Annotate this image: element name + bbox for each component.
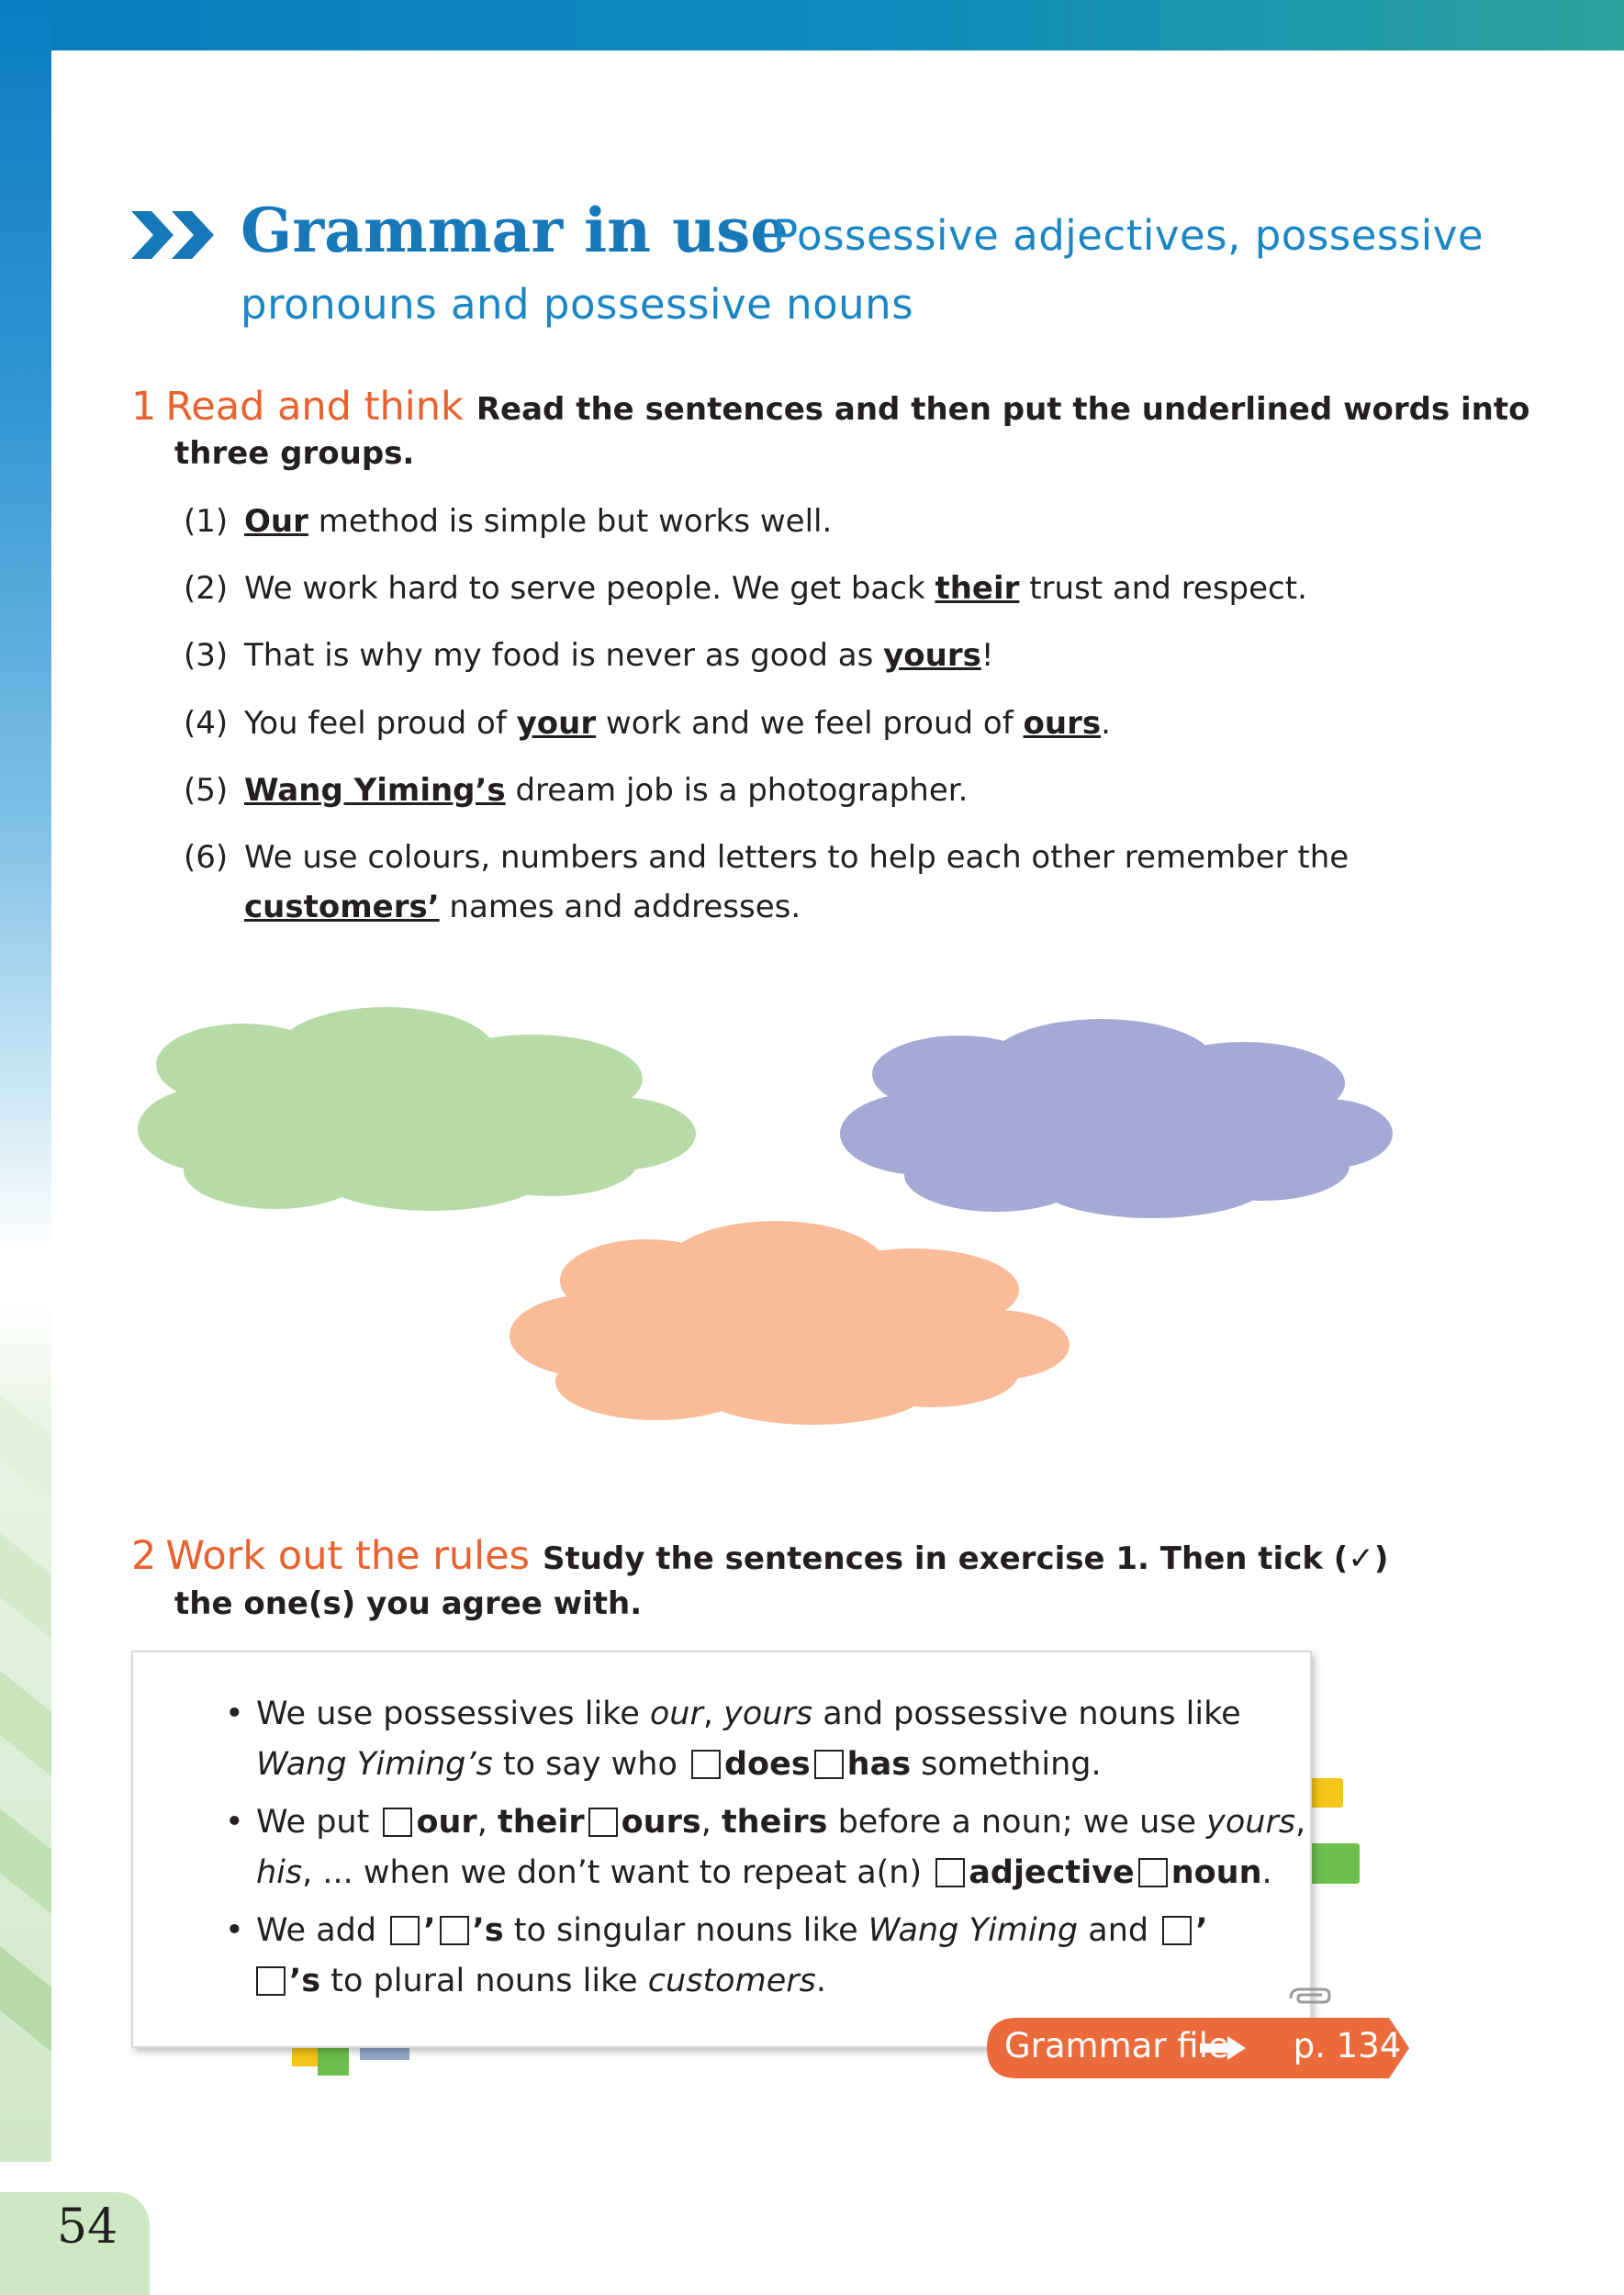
tick-box[interactable] bbox=[440, 1916, 469, 1945]
tick-box[interactable] bbox=[390, 1916, 420, 1945]
underlined-word: ours bbox=[1023, 705, 1102, 742]
rule-3: • We add ’ ’s to singular nouns like Wang Yiming and ’ bbox=[225, 1912, 1208, 1949]
rule-2-cont: his, ... when we don’t want to repeat a(n) adjective noun. bbox=[256, 1854, 1272, 1891]
exercise1-instruction: Read the sentences and then put the underlined words into bbox=[476, 391, 1530, 428]
tick-box[interactable] bbox=[935, 1858, 965, 1887]
underlined-word: Wang Yiming’s bbox=[244, 772, 506, 809]
top-color-bar bbox=[0, 0, 1624, 50]
sentence-5: (5) Wang Yiming’s dream job is a photographer. bbox=[184, 772, 969, 809]
exercise1-title: Read and think bbox=[165, 384, 464, 430]
underlined-word: their bbox=[935, 570, 1020, 607]
sentence-4: (4) You feel proud of your work and we feel proud of ours. bbox=[184, 705, 1111, 742]
exercise2-instruction-cont: the one(s) you agree with. bbox=[174, 1585, 643, 1622]
sentence-2: (2) We work hard to serve people. We get back their trust and respect. bbox=[184, 570, 1307, 607]
purple-cloud-answer-area[interactable] bbox=[840, 1014, 1395, 1221]
section-title: Grammar in use bbox=[241, 195, 790, 266]
tick-box[interactable] bbox=[691, 1750, 721, 1779]
tick-box[interactable] bbox=[256, 1966, 286, 1996]
green-tab-decoration bbox=[1308, 1843, 1360, 1884]
rule-1: • We use possessives like our, yours and possessive nouns like bbox=[225, 1696, 1241, 1732]
rule-3-cont: ’s to plural nouns like customers. bbox=[256, 1963, 826, 1999]
section-subtitle-line2: pronouns and possessive nouns bbox=[241, 280, 914, 329]
underlined-word: your bbox=[516, 705, 597, 742]
yellow-tab-decoration bbox=[1308, 1778, 1343, 1808]
sentence-1: (1) Our method is simple but works well. bbox=[184, 503, 833, 540]
tick-box[interactable] bbox=[1138, 1858, 1168, 1887]
grammar-file-label[interactable]: Grammar file p. 134 bbox=[1004, 2026, 1402, 2066]
underlined-word: yours bbox=[883, 637, 981, 674]
sentence-6-cont: customers’ names and addresses. bbox=[244, 889, 801, 925]
orange-cloud-answer-area[interactable] bbox=[510, 1216, 1070, 1427]
sentence-6: (6) We use colours, numbers and letters to help each other remember the bbox=[184, 839, 1350, 876]
left-stripes-decoration bbox=[0, 1322, 51, 2162]
tick-box[interactable] bbox=[814, 1750, 844, 1779]
exercise2-heading bbox=[131, 1533, 1388, 1579]
tick-box[interactable] bbox=[383, 1808, 412, 1837]
exercise1-heading bbox=[131, 384, 1530, 430]
paperclip-icon bbox=[1285, 1985, 1333, 2012]
rule-1-cont: Wang Yiming’s to say who does has something. bbox=[256, 1746, 1102, 1783]
exercise2-title: Work out the rules bbox=[165, 1533, 530, 1579]
underlined-word: customers’ bbox=[244, 889, 440, 925]
exercise2-number: 2 bbox=[131, 1533, 157, 1579]
tick-box[interactable] bbox=[588, 1808, 618, 1837]
section-subtitle-line1: Possessive adjectives, possessive bbox=[773, 211, 1484, 260]
underlined-word: Our bbox=[244, 503, 308, 540]
exercise1-instruction-cont: three groups. bbox=[174, 435, 415, 472]
exercise2-instruction: Study the sentences in exercise 1. Then tick (✓) bbox=[542, 1540, 1389, 1577]
page-number: 54 bbox=[57, 2200, 118, 2255]
exercise1-number: 1 bbox=[131, 384, 157, 430]
green-cloud-answer-area[interactable] bbox=[138, 1005, 698, 1216]
double-chevron-icon bbox=[131, 211, 216, 259]
sentence-3: (3) That is why my food is never as good as yours! bbox=[184, 637, 994, 674]
rule-2: • We put our, their ours, theirs before a noun; we use yours, bbox=[225, 1804, 1306, 1841]
tick-box[interactable] bbox=[1162, 1916, 1192, 1945]
